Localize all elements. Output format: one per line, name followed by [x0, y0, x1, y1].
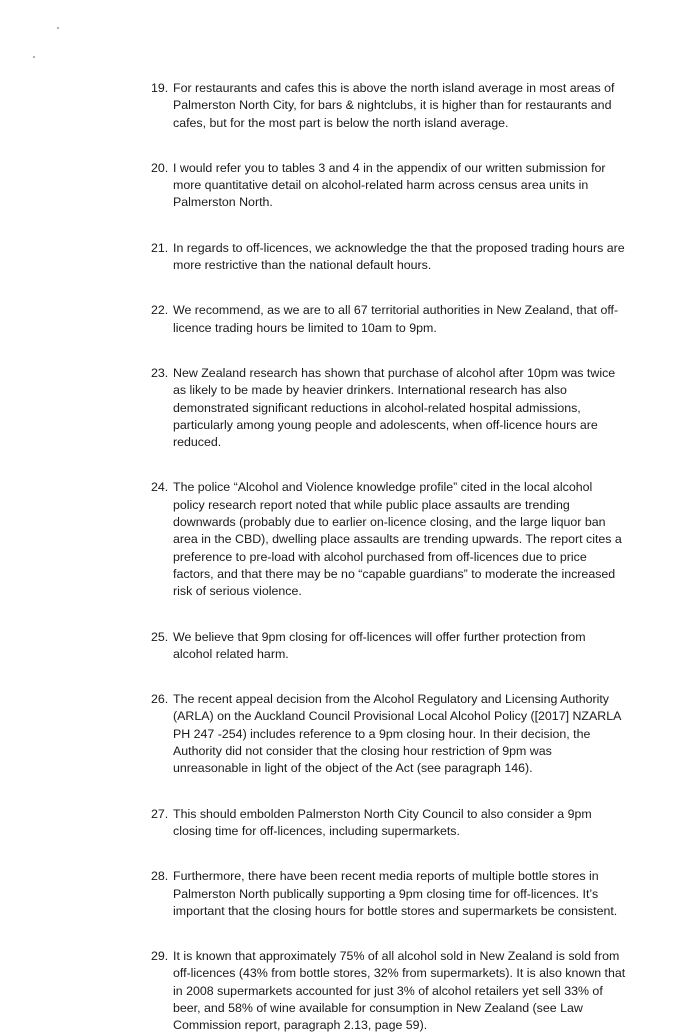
paragraph-23	[151, 365, 626, 451]
paragraph-26	[151, 691, 626, 777]
paragraph-text: The recent appeal decision from the Alcohol Regulatory and Licensing Authority (ARLA) on the Auckland Council Provisional Local Alcohol Policy ([2017] NZARLA PH 247 -254) includes reference to a 9pm closing hour. In their decision, the Authority did not consider that the closing hour restriction of 9pm was unreasonable in light of the object of the Act (see paragraph 146).	[173, 692, 621, 776]
paragraph-number: 24.	[151, 480, 169, 495]
paragraph-text: Furthermore, there have been recent media reports of multiple bottle stores in Palmerston North publically supporting a 9pm closing time for off-licences. It’s important that the closing hours for bottle stores and supermarkets be consistent.	[173, 869, 618, 918]
paragraph-27	[151, 806, 626, 841]
paragraph-21	[151, 240, 626, 275]
scan-speck	[57, 27, 59, 29]
paragraph-28	[151, 868, 626, 920]
paragraph-number: 23.	[151, 365, 169, 380]
paragraph-text: The police “Alcohol and Violence knowledge profile” cited in the local alcohol policy research report noted that while public place assaults are trending downwards (probably due to earlier on-licence closing, and the large liquor ban area in the CBD), dwelling place assaults are trending upwards. The report cites a preference to pre-load with alcohol purchased from off-licences due to price factors, and that there may be no “capable guardians” to moderate the increased risk of serious violence.	[173, 480, 622, 599]
paragraph-text: We believe that 9pm closing for off-licences will offer further protection from alcohol related harm.	[173, 629, 586, 661]
paragraph-number: 26.	[151, 692, 169, 707]
paragraph-25	[151, 629, 626, 664]
paragraph-text: I would refer you to tables 3 and 4 in the appendix of our written submission for more quantitative detail on alcohol-related harm across census area units in Palmerston North.	[173, 160, 606, 210]
scan-speck	[33, 56, 35, 58]
paragraph-number: 20.	[151, 160, 169, 175]
paragraph-20	[151, 160, 626, 212]
paragraph-number: 27.	[151, 806, 169, 821]
paragraph-text: We recommend, as we are to all 67 territorial authorities in New Zealand, that off-licence trading hours be limited to 10am to 9pm.	[173, 303, 619, 335]
paragraph-number: 29.	[151, 949, 169, 964]
paragraph-24	[151, 479, 626, 600]
paragraph-29	[151, 948, 626, 1034]
paragraph-number: 28.	[151, 869, 169, 884]
paragraph-text: New Zealand research has shown that purchase of alcohol after 10pm was twice as likely to be made by heavier drinkers. International research has also demonstrated significant reductions in alcohol-related hospital admissions, particularly among young people and adolescents, when off-licence hours are reduced.	[173, 365, 616, 450]
paragraph-number: 22.	[151, 303, 169, 318]
numbered-paragraph-list	[151, 80, 626, 1035]
paragraph-19	[151, 80, 626, 132]
paragraph-number: 19.	[151, 81, 169, 95]
paragraph-22	[151, 302, 626, 337]
paragraph-text: This should embolden Palmerston North City Council to also consider a 9pm closing time for off-licences, including supermarkets.	[173, 806, 592, 838]
paragraph-text: For restaurants and cafes this is above the north island average in most areas of Palmerston North City, for bars & nightclubs, it is higher than for restaurants and cafes, but for the most part is below the north island average.	[173, 81, 615, 130]
paragraph-text: It is known that approximately 75% of all alcohol sold in New Zealand is sold from off-licences (43% from bottle stores, 32% from supermarkets). It is also known that in 2008 supermarkets accounted for just 3% of alcohol retailers yet sell 33% of beer, and 58% of wine available for consumption in New Zealand (see Law Commission report, paragraph 2.13, page 59).	[173, 949, 626, 1033]
paragraph-text: In regards to off-licences, we acknowledge the that the proposed trading hours are more restrictive than the national default hours.	[173, 240, 625, 273]
paragraph-number: 21.	[151, 240, 169, 255]
paragraph-number: 25.	[151, 629, 169, 644]
